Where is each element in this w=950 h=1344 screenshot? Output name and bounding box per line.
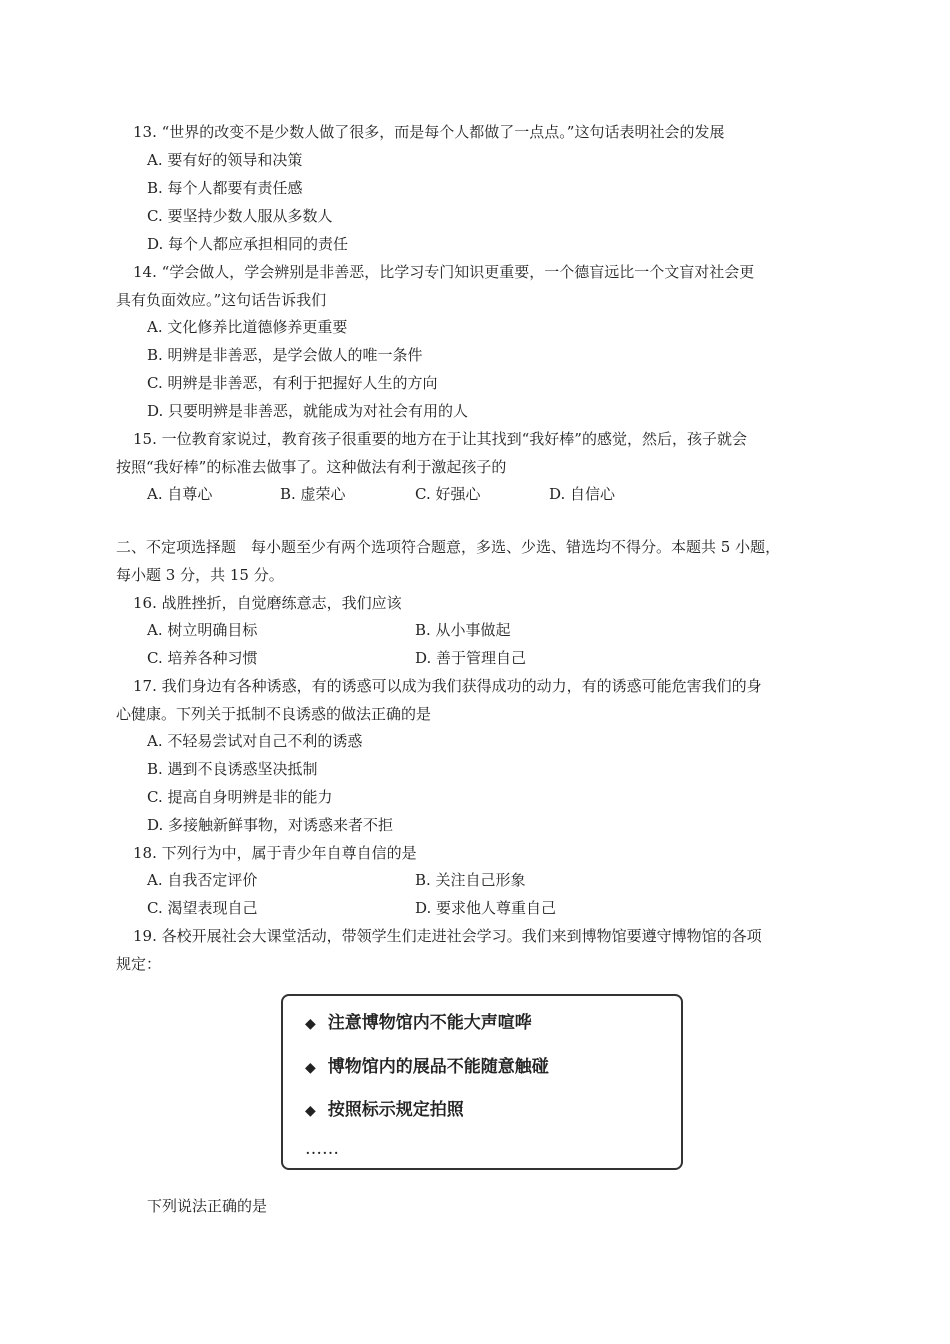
q17-option-d: D. 多接触新鲜事物，对诱惑来者不拒 — [147, 816, 394, 834]
q13-option-b: B. 每个人都要有责任感 — [147, 179, 303, 197]
q19-stem-line1: 19. 各校开展社会大课堂活动，带领学生们走进社会学习。我们来到博物馆要遵守博物馆的各项 — [133, 927, 762, 945]
notice-item-text: 按照标示规定拍照 — [327, 1100, 464, 1120]
q14-stem-line2: 具有负面效应。”这句话告诉我们 — [116, 291, 327, 309]
q16-option-c: C. 培养各种习惯 — [147, 649, 258, 667]
q13-stem: 13. “世界的改变不是少数人做了很多，而是每个人都做了一点点。”这句话表明社会的发展 — [133, 123, 725, 141]
q15-stem-line2: 按照“我好棒”的标准去做事了。这种做法有利于激起孩子的 — [116, 458, 507, 476]
q18-option-b: B. 关注自己形象 — [415, 871, 526, 889]
notice-item — [305, 1099, 464, 1122]
q17-stem-line2: 心健康。下列关于抵制不良诱惑的做法正确的是 — [116, 705, 432, 723]
diamond-bullet-icon: ◆ — [305, 1016, 316, 1032]
q17-stem-line1: 17. 我们身边有各种诱惑，有的诱惑可以成为我们获得成功的动力，有的诱惑可能危害我们的身 — [133, 677, 762, 695]
q14-option-b: B. 明辨是非善恶，是学会做人的唯一条件 — [147, 346, 423, 364]
notice-item — [305, 1012, 532, 1035]
q16-option-a: A. 树立明确目标 — [147, 621, 258, 639]
q14-stem-line1: 14. “学会做人，学会辨别是非善恶，比学习专门知识更重要，一个德盲远比一个文盲对社会更 — [133, 263, 755, 281]
q15-option-c: C. 好强心 — [415, 485, 481, 503]
q13-option-d: D. 每个人都应承担相同的责任 — [147, 235, 349, 253]
q17-option-a: A. 不轻易尝试对自己不利的诱惑 — [147, 732, 363, 750]
q14-option-c: C. 明辨是非善恶，有利于把握好人生的方向 — [147, 374, 438, 392]
q17-option-b: B. 遇到不良诱惑坚决抵制 — [147, 760, 318, 778]
q13-option-c: C. 要坚持少数人服从多数人 — [147, 207, 333, 225]
q19-question: 下列说法正确的是 — [147, 1197, 268, 1215]
notice-item-text: 注意博物馆内不能大声喧哗 — [327, 1013, 532, 1033]
q18-option-c: C. 渴望表现自己 — [147, 899, 258, 917]
q16-option-d: D. 善于管理自己 — [415, 649, 527, 667]
q13-option-a: A. 要有好的领导和决策 — [147, 151, 303, 169]
q17-option-c: C. 提高自身明辨是非的能力 — [147, 788, 333, 806]
notice-item-text: 博物馆内的展品不能随意触碰 — [327, 1057, 549, 1077]
q15-option-d: D. 自信心 — [549, 485, 616, 503]
q18-option-a: A. 自我否定评价 — [147, 871, 258, 889]
q15-option-b: B. 虚荣心 — [280, 485, 346, 503]
section2-heading-line1: 二、不定项选择题 每小题至少有两个选项符合题意，多选、少选、错选均不得分。本题共 5 小题， — [116, 538, 781, 556]
q18-stem: 18. 下列行为中，属于青少年自尊自信的是 — [133, 844, 417, 862]
diamond-bullet-icon: ◆ — [305, 1060, 316, 1076]
section2-heading-line2: 每小题 3 分，共 15 分。 — [116, 566, 284, 584]
notice-item — [305, 1056, 549, 1079]
q14-option-d: D. 只要明辨是非善恶，就能成为对社会有用的人 — [147, 402, 469, 420]
q18-option-d: D. 要求他人尊重自己 — [415, 899, 557, 917]
q15-stem-line1: 15. 一位教育家说过，教育孩子很重要的地方在于让其找到“我好棒”的感觉，然后，孩子就会 — [133, 430, 747, 448]
diamond-bullet-icon: ◆ — [305, 1103, 316, 1119]
museum-rules-notice — [281, 994, 683, 1170]
q14-option-a: A. 文化修养比道德修养更重要 — [147, 318, 348, 336]
q15-option-a: A. 自尊心 — [147, 485, 213, 503]
q16-option-b: B. 从小事做起 — [415, 621, 511, 639]
notice-ellipsis: …… — [305, 1139, 339, 1159]
q19-stem-line2: 规定： — [116, 955, 162, 973]
q16-stem: 16. 战胜挫折，自觉磨练意志，我们应该 — [133, 594, 402, 612]
